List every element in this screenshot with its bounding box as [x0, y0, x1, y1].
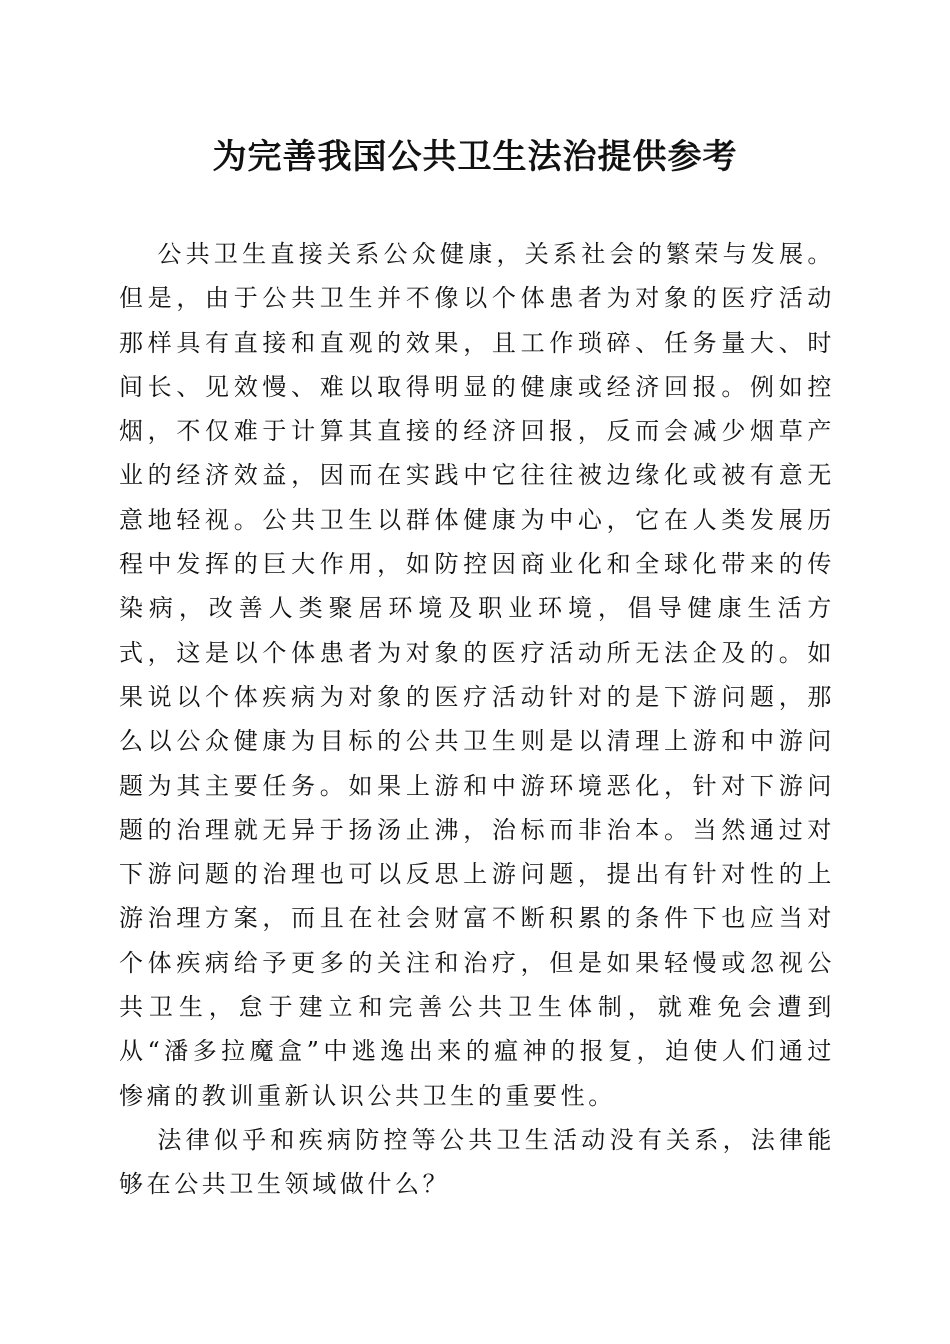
document-body	[119, 232, 835, 1207]
body-paragraph: 公共卫生直接关系公众健康，关系社会的繁荣与发展。但是，由于公共卫生并不像以个体患者为对象的医疗活动那样具有直接和直观的效果，且工作琐碎、任务量大、时间长、见效慢、难以取得明显的健康或经济回报。例如控烟，不仅难于计算其直接的经济回报，反而会减少烟草产业的经济效益，因而在实践中它往往被边缘化或被有意无意地轻视。公共卫生以群体健康为中心，它在人类发展历程中发挥的巨大作用，如防控因商业化和全球化带来的传染病，改善人类聚居环境及职业环境，倡导健康生活方式，这是以个体患者为对象的医疗活动所无法企及的。如果说以个体疾病为对象的医疗活动针对的是下游问题，那么以公众健康为目标的公共卫生则是以清理上游和中游问题为其主要任务。如果上游和中游环境恶化，针对下游问题的治理就无异于扬汤止沸，治标而非治本。当然通过对下游问题的治理也可以反思上游问题，提出有针对性的上游治理方案，而且在社会财富不断积累的条件下也应当对个体疾病给予更多的关注和治疗，但是如果轻慢或忽视公共卫生，怠于建立和完善公共卫生体制，就难免会遭到从“潘多拉魔盒”中逃逸出来的瘟神的报复，迫使人们通过惨痛的教训重新认识公共卫生的重要性。	[119, 240, 835, 1110]
document-title: 为完善我国公共卫生法治提供参考	[212, 137, 738, 177]
body-paragraph: 法律似乎和疾病防控等公共卫生活动没有关系，法律能够在公共卫生领域做什么？	[119, 1125, 835, 1199]
